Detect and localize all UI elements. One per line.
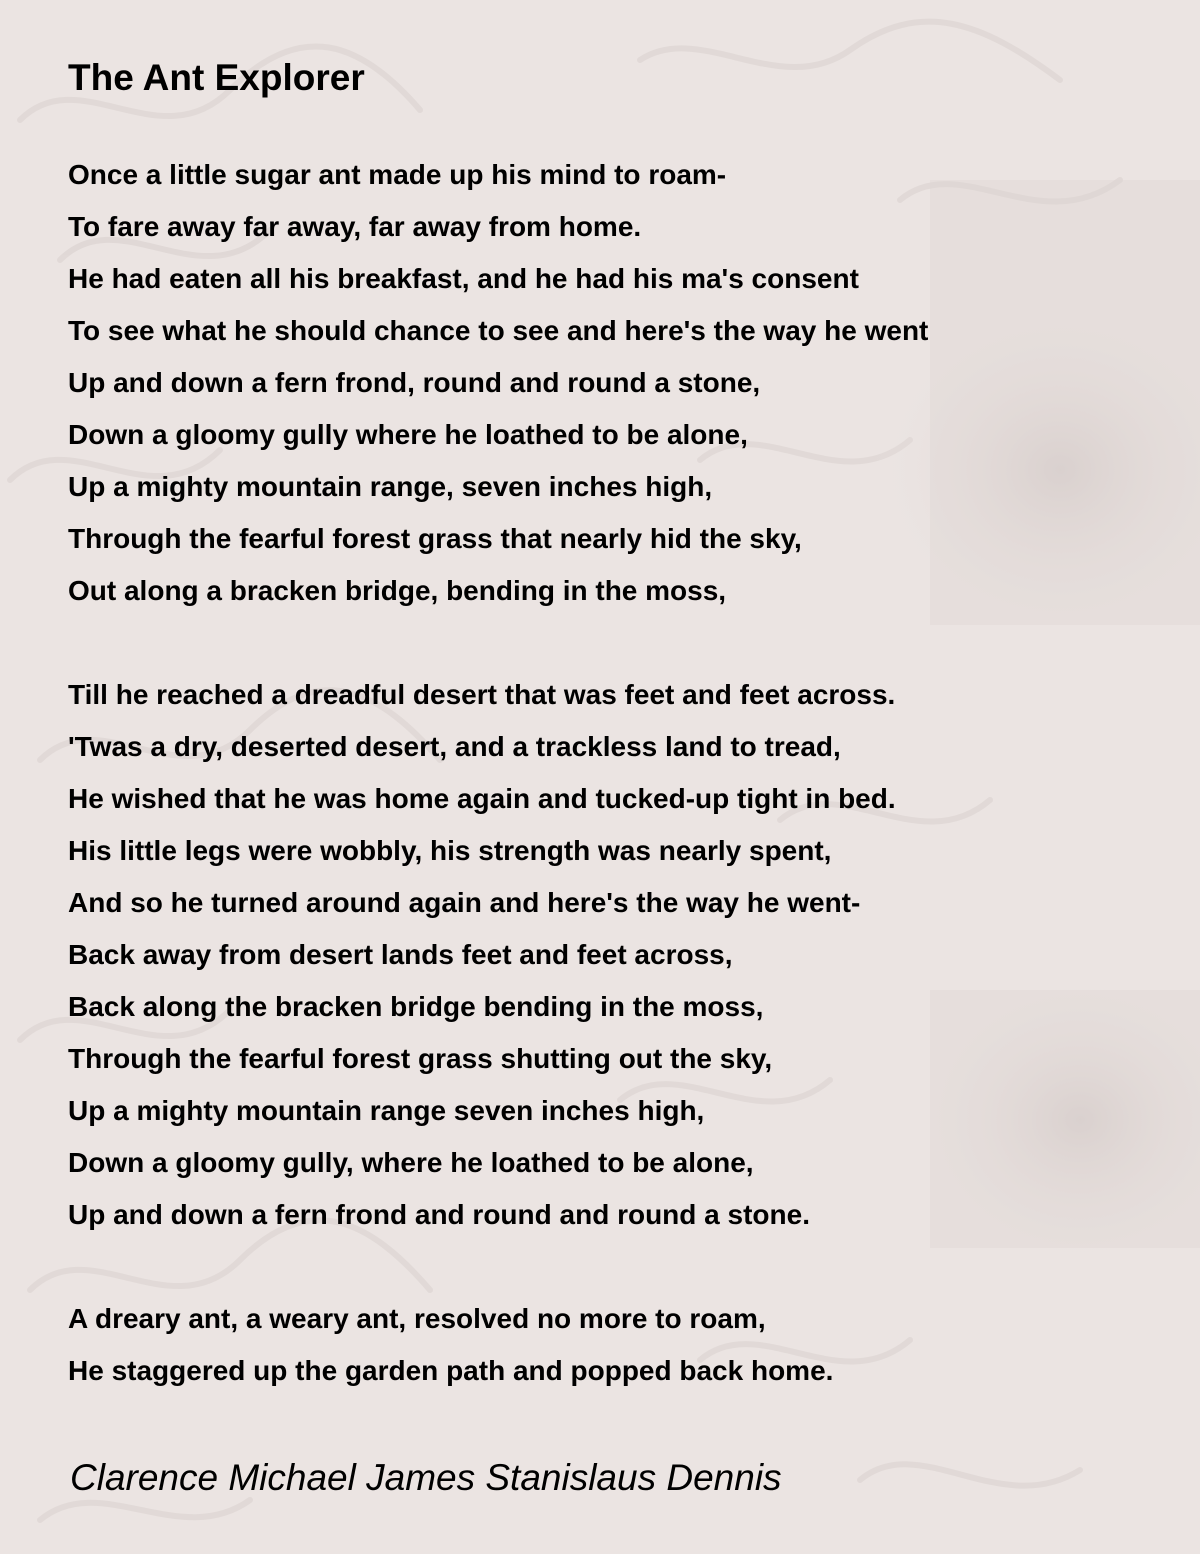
poem-line: Back along the bracken bridge bending in the moss,: [68, 991, 764, 1022]
poem-line: Out along a bracken bridge, bending in the moss,: [68, 575, 727, 606]
poem-line: Back away from desert lands feet and feet across,: [68, 939, 733, 970]
poem-author: Clarence Michael James Stanislaus Dennis: [70, 1457, 782, 1498]
poem-line: Down a gloomy gully where he loathed to be alone,: [68, 419, 748, 450]
poem-line: Through the fearful forest grass shutting out the sky,: [68, 1043, 773, 1074]
poem-line: Up a mighty mountain range, seven inches high,: [68, 471, 713, 502]
poem-line: And so he turned around again and here's the way he went-: [68, 887, 861, 918]
poem-line: He wished that he was home again and tucked-up tight in bed.: [68, 783, 896, 814]
poem-line: He had eaten all his breakfast, and he had his ma's consent: [68, 263, 859, 294]
poem-line: He staggered up the garden path and popped back home.: [68, 1355, 834, 1386]
stanza-3: [68, 1293, 833, 1397]
poem-line: Up a mighty mountain range seven inches high,: [68, 1095, 705, 1126]
poem-line: Up and down a fern frond and round and round a stone.: [68, 1199, 810, 1230]
poem-line: To see what he should chance to see and here's the way he went: [68, 315, 929, 346]
poem-line: 'Twas a dry, deserted desert, and a trackless land to tread,: [68, 731, 841, 762]
poem-line: Through the fearful forest grass that nearly hid the sky,: [68, 523, 802, 554]
poem-line: Till he reached a dreadful desert that was feet and feet across.: [68, 679, 896, 710]
poem-line: To fare away far away, far away from home.: [68, 211, 642, 242]
poem-line: A dreary ant, a weary ant, resolved no more to roam,: [68, 1303, 766, 1334]
poem-line: Up and down a fern frond, round and round a stone,: [68, 367, 761, 398]
poem-line: Down a gloomy gully, where he loathed to be alone,: [68, 1147, 754, 1178]
poem-line: Once a little sugar ant made up his mind to roam-: [68, 159, 727, 190]
poem-title: The Ant Explorer: [68, 57, 365, 98]
stanza-1: [68, 149, 928, 617]
poem-line: His little legs were wobbly, his strength was nearly spent,: [68, 835, 832, 866]
stanza-2: [68, 669, 896, 1241]
